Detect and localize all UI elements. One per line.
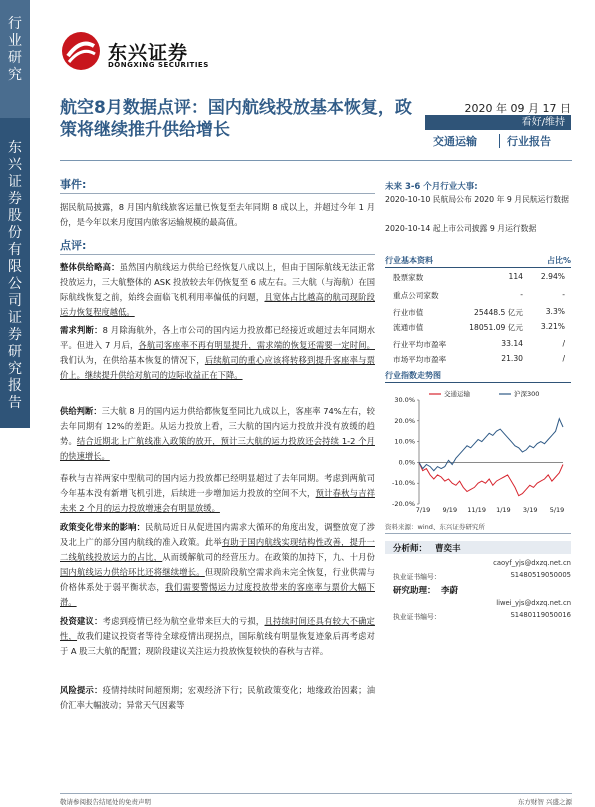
underlined-text: 后续航司的重心应该将转移到提升客座率与票价上。继续提升供给对航司的边际收益正在下降。 bbox=[60, 355, 375, 380]
upcoming-event-1: 2020-10-10 民航局公布 2020 年 9 月民航运行数据 bbox=[385, 195, 569, 204]
upcoming-events-heading: 未来 3-6 个月行业大事: bbox=[385, 182, 478, 192]
paragraph-label: 供给判断： bbox=[60, 406, 102, 416]
paragraph-policy: 政策变化带来的影响：民航局近日从促进国内需求大循环的角度出发，调整放宽了涉及北上广的部分国内航线的准入政策。此举有助于国内航线实现结构性改善，提升一二线航线投放运力的占比，从而缓解航司的经营压力。在政策的加持下，九、十月份国内航线运力供给环比还将继续增长。但现阶段航空需求尚未完全恢复，行业供需与价格体系处于弱平衡状态，我们需要警惕运力过度投放带来的客座率与票价大幅下滑。 bbox=[60, 522, 375, 607]
cert-number: S1480119050016 bbox=[510, 611, 571, 619]
paragraph-overall-supply: 整体供给略高：虽然国内航线运力供给已经恢复八成以上，但由于国际航线无法正常投放运力，三大航整体的 ASK 投放较去年仍恢复至 6 成左右。三大航（与海航）在国际航线恢复之前，始终会面临飞机利用率偏低的问题，且宽体占比越高的航司现阶段运力恢复程度越低。 bbox=[60, 262, 375, 317]
cert-label: 执业证书编号： bbox=[393, 573, 441, 581]
logo-text-cn: 东兴证券 bbox=[108, 42, 189, 64]
comment-divider bbox=[60, 254, 375, 255]
table-row: 行业市值 25448.5 亿元 3.3% bbox=[393, 307, 565, 317]
upcoming-event-2: 2020-10-14 起上市公司披露 9 月运行数据 bbox=[385, 224, 537, 233]
table-row: 重点公司家数 - - bbox=[393, 290, 565, 300]
paragraph-supply: 供给判断：三大航 8 月的国内运力供给都恢复至同比九成以上，客座率 74%左右，较去年同期有 12%的差距。从运力投放上看，三大航的国内运力投放并没有放缓的趋势。结合近期北上广航线准入政策的放开，预计三大航的运力投放还会持续 1-2 个月的快速增长。 bbox=[60, 406, 375, 461]
paragraph-label: 整体供给略高： bbox=[60, 262, 120, 272]
report-tags bbox=[425, 133, 571, 150]
underlined-text: 有助于国内航线实现结构性改善，提升一二线航线投放运力的占比， bbox=[60, 537, 375, 562]
report-title: 航空8月数据点评：国内航线投放基本恢复，政策将继续推升供给增长 bbox=[60, 98, 412, 140]
report-type-tag: 行业报告 bbox=[507, 135, 551, 148]
sidebar-category-label: 行业研究 bbox=[8, 16, 22, 83]
underlined-text: 结合近期北上广航线准入政策的放开，预计三大航的运力投放还会持续 1-2 个月的快速增长。 bbox=[60, 436, 375, 461]
paragraph-label: 需求判断： bbox=[60, 325, 103, 335]
chart-axes bbox=[392, 396, 564, 514]
logo-emblem-icon bbox=[60, 30, 102, 72]
index-trend-chart bbox=[385, 388, 571, 514]
x-tick-label: 1/19 bbox=[496, 506, 511, 514]
chart-source: 资料来源：wind、东兴证券研究所 bbox=[385, 523, 485, 531]
legend-label: 交通运输 bbox=[444, 390, 470, 398]
chart-divider bbox=[385, 382, 571, 383]
underlined-text: 且宽体占比越高的航司现阶段运力恢复程度越低。 bbox=[60, 292, 375, 317]
paragraph-label: 投资建议： bbox=[60, 616, 103, 626]
table-row: 行业平均市盈率 33.14 / bbox=[393, 339, 565, 349]
underlined-text: 各航司客座率不再有明显提升，需求端的恢复还需要一定时间。 bbox=[138, 340, 375, 350]
table-row: 流通市值 18051.09 亿元 3.21% bbox=[393, 322, 565, 332]
index-chart-heading: 行业指数走势图 bbox=[385, 371, 441, 380]
x-tick-label: 7/19 bbox=[415, 506, 431, 514]
paragraph-risk: 风险提示：疫情持续时间超预期；宏观经济下行；民航政策变化；地缘政治因素；油价汇率大幅波动；异常天气因素等 bbox=[60, 685, 375, 710]
analyst-name: 曹奕丰 bbox=[435, 544, 461, 554]
table-row: 市场平均市盈率 21.30 / bbox=[393, 354, 565, 364]
sidebar-category bbox=[0, 0, 30, 118]
sidebar-company bbox=[0, 118, 30, 428]
underlined-text: 国内航线运力供给环比还将继续增长。 bbox=[60, 567, 205, 577]
legend-label: 沪深300 bbox=[514, 390, 540, 398]
y-tick-label: 30.0% bbox=[394, 396, 415, 404]
paragraph-midsize-airlines: 春秋与吉祥两家中型航司的国内运力投放都已经明显超过了去年同期。考虑到两航司今年基本没有新增飞机引进，后续进一步增加运力投放的空间不大，预计春秋与吉祥未来 2 个月的运力投放增速会有明显放缓。 bbox=[60, 473, 375, 513]
analyst-label: 分析师： bbox=[393, 544, 428, 554]
event-heading: 事件: bbox=[60, 178, 87, 191]
comment-heading: 点评: bbox=[60, 239, 87, 252]
x-tick-label: 3/19 bbox=[522, 506, 538, 514]
cert-number: S1480519050005 bbox=[510, 571, 571, 579]
header-divider bbox=[60, 160, 572, 161]
paragraph-label: 政策变化带来的影响： bbox=[60, 522, 146, 532]
company-logo bbox=[60, 30, 260, 80]
paragraph-demand: 需求判断：8 月除海航外，各上市公司的国内运力投放都已经接近或超过去年同期水平。但进入 7 月后，各航司客座率不再有明显提升，需求端的恢复还需要一定时间。我们认为，在供给基本恢复的情况下，后续航司的重心应该将转移到提升客座率与票价上。继续提升供给对航司的边际收益正在下降。 bbox=[60, 325, 375, 380]
y-tick-label: -10.0% bbox=[392, 479, 415, 488]
table-divider bbox=[385, 267, 571, 268]
event-divider bbox=[60, 193, 375, 194]
vertical-sidebar bbox=[0, 0, 30, 807]
footer-disclaimer: 敬请参阅报告结尾处的免责声明 bbox=[60, 798, 151, 806]
y-tick-label: 20.0% bbox=[394, 416, 415, 425]
footer-slogan: 东方财智 兴盛之源 bbox=[517, 798, 572, 806]
analyst-email[interactable]: caoyf_yjs@dxzq.net.cn bbox=[493, 559, 571, 567]
event-text: 据民航局披露，8 月国内航线旅客运量已恢复至去年同期 8 成以上，并超过今年 1 月份，是今年以来月度国内旅客运输规模的最高值。 bbox=[60, 202, 375, 227]
assistant-bar bbox=[385, 583, 571, 596]
x-tick-label: 5/19 bbox=[549, 506, 565, 514]
logo-text-en: DONGXING SECURITIES bbox=[108, 61, 209, 69]
assistant-email[interactable]: liwei_yjs@dxzq.net.cn bbox=[496, 599, 571, 607]
basic-data-col-header: 占比% bbox=[546, 256, 571, 265]
chart-lines bbox=[419, 419, 563, 496]
tag-divider bbox=[499, 134, 500, 148]
y-tick-label: 10.0% bbox=[394, 437, 415, 446]
series-line-csi300 bbox=[419, 419, 563, 471]
analyst-bar bbox=[385, 541, 571, 554]
underlined-text: 预计春秋与吉祥未来 2 个月的运力投放增速会有明显放缓。 bbox=[60, 488, 375, 513]
sector-tag: 交通运输 bbox=[433, 135, 477, 148]
x-tick-label: 9/19 bbox=[442, 506, 458, 514]
x-tick-label: 11/19 bbox=[467, 506, 486, 514]
source-divider bbox=[385, 533, 571, 534]
table-row: 股票家数 114 2.94% bbox=[393, 272, 565, 282]
underlined-text: 且持续时间还具有较大不确定性， bbox=[60, 616, 375, 641]
rating-badge bbox=[425, 115, 571, 130]
chart-legend bbox=[429, 389, 539, 398]
underlined-text: 我们需要警惕运力过度投放带来的客座率与票价大幅下滑。 bbox=[60, 582, 375, 607]
footer-divider bbox=[60, 793, 572, 794]
rating-label: 看好/维持 bbox=[521, 117, 565, 128]
assistant-name: 李蔚 bbox=[441, 586, 459, 596]
y-tick-label: -20.0% bbox=[392, 500, 415, 508]
basic-data-heading: 行业基本资料 bbox=[385, 256, 433, 265]
report-date: 2020 年 09 月 17 日 bbox=[464, 102, 571, 115]
y-tick-label: 0.0% bbox=[398, 458, 415, 467]
assistant-label: 研究助理： bbox=[393, 586, 436, 596]
paragraph-label: 风险提示： bbox=[60, 685, 103, 695]
series-line-transport bbox=[419, 462, 563, 495]
paragraph-investment-advice: 投资建议：考虑到疫情已经为航空业带来巨大的亏损，且持续时间还具有较大不确定性，故我们建议投资者等待全球疫情出现拐点，国际航线有明显恢复迹象后再考虑对于 A 股三大航的配置；现阶段建议关注运力投放恢复较快的春秋与吉祥。 bbox=[60, 616, 375, 656]
cert-label: 执业证书编号： bbox=[393, 613, 441, 621]
sidebar-company-label: 东兴证券股份有限公司证券研究报告 bbox=[8, 140, 22, 411]
